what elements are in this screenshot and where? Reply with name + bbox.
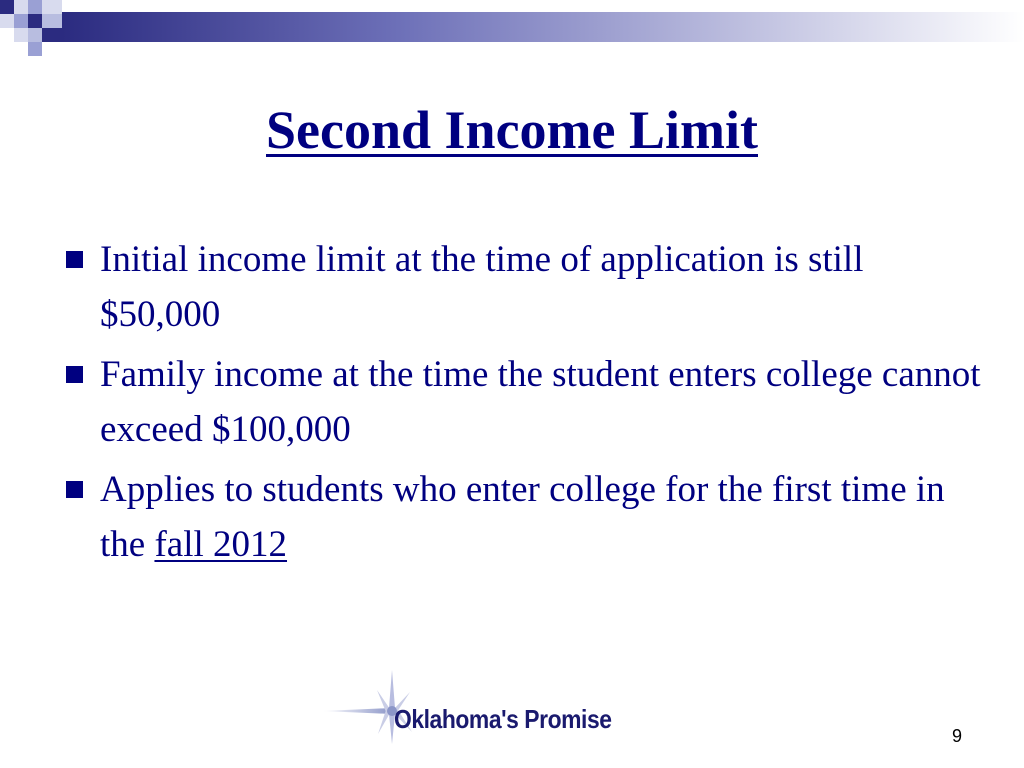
bullet-text xyxy=(100,462,982,572)
bullet-text-underlined: fall 2012 xyxy=(154,524,288,565)
slide-title-text: Second Income Limit xyxy=(266,100,758,160)
page-number: 9 xyxy=(951,726,962,746)
bullet-text-lead: Applies to students who enter college for the first time in the xyxy=(100,469,945,565)
slide-title xyxy=(0,98,1024,162)
bullet-list xyxy=(62,232,982,577)
bullet-text: Initial income limit at the time of application is still $50,000 xyxy=(100,239,864,335)
bullet-item xyxy=(62,232,982,342)
bullet-item xyxy=(62,462,982,572)
logo-text: Oklahoma's Promise xyxy=(394,704,612,734)
oklahomas-promise-logo xyxy=(322,668,642,744)
square-bullet-icon xyxy=(66,251,83,268)
bullet-text: Family income at the time the student enters college cannot exceed $100,000 xyxy=(100,354,981,450)
bullet-item xyxy=(62,347,982,457)
square-bullet-icon xyxy=(66,366,83,383)
square-bullet-icon xyxy=(66,481,83,498)
header-decoration xyxy=(0,0,1024,64)
